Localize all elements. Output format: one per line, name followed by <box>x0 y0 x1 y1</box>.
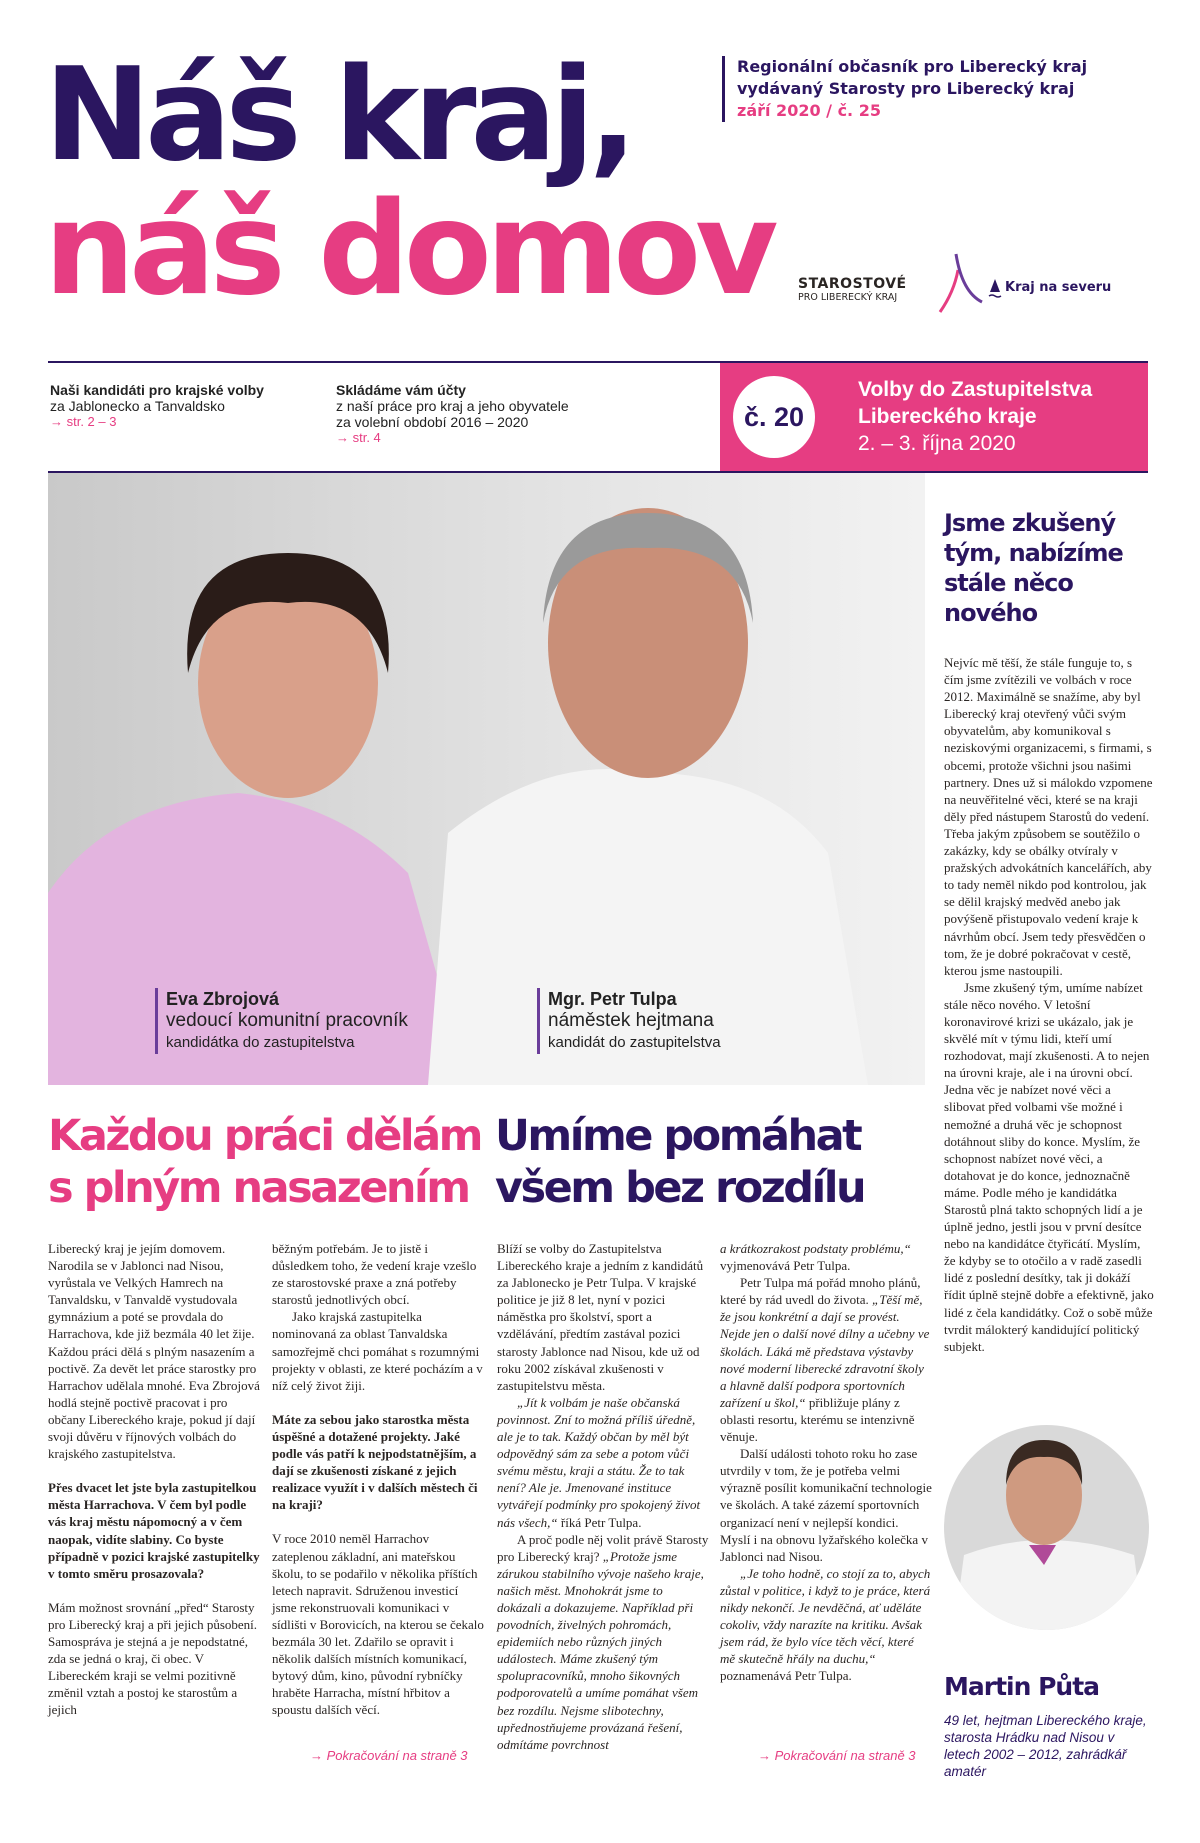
paragraph <box>720 1240 932 1274</box>
interview-question <box>48 1479 260 1582</box>
masthead-line1: Náš kraj, <box>44 41 632 190</box>
body-text: Blíží se volby do Zastupitelstva Libereckého kraje a jedním z kandidátů za Jablonecko je Petr Tulpa. V krajské politice je již 8 let, nyní v pozici náměstka pro školství, sport a vzdělávání, předtím zastával pozici starosty Jablonce nad Nisou, kde už od roku 2002 získával zkušenosti v zastupitelstvu města. <box>497 1241 704 1393</box>
headline-line: Každou práci dělám <box>48 1111 481 1161</box>
quote-text: „Jít k volbám je naše občanská povinnost. Zní to možná příliš úředně, ale je to tak. Každý občan by měl být odpovědný sám za sebe a potom vůči svému městu, kraji a státu. Že to tak není? Ale je. Jmenované instituce vytvářejí podmínky pro spokojený život nás všech,“ <box>497 1394 701 1530</box>
teaser-text: z naší práce pro kraj a jeho obyvatele <box>336 398 569 414</box>
election-date: 2. – 3. října 2020 <box>858 432 1016 455</box>
person-name: Martin Půta <box>944 1672 1100 1701</box>
paragraph <box>720 1445 932 1565</box>
teaser-accounts[interactable] <box>336 382 569 446</box>
masthead-line2: náš domov <box>44 175 773 324</box>
body-text: přibližuje plány z oblasti resortu, kterému se intenzivně věnuje. <box>720 1394 915 1445</box>
person-role: vedoucí komunitní pracovník <box>166 1010 408 1031</box>
sidebar-text <box>944 654 1154 1355</box>
quote-text: „Těší mě, že jsou konkrétní a dají se provést. Nejde jen o další nové dílny a učebny ve školách. Láká mě představa výstavby nové moderní liberecké zdravotní školy a hlavně další podpora sportovních zařízení u škol,“ <box>720 1292 930 1410</box>
caption-left <box>155 988 408 1054</box>
issue-date: září 2020 / č. 25 <box>737 101 881 120</box>
teaser-text-2: za volební období 2016 – 2020 <box>336 414 529 430</box>
teaser-candidates[interactable] <box>50 382 264 430</box>
left-article-col2 <box>272 1240 484 1718</box>
paragraph <box>944 979 1154 1355</box>
paragraph <box>497 1394 709 1531</box>
teaser-link[interactable]: → str. 4 <box>336 430 381 445</box>
teaser-title: Naši kandidáti pro krajské volby <box>50 382 264 398</box>
starostove-logo <box>798 276 907 303</box>
paragraph <box>944 654 1154 979</box>
paragraph <box>497 1531 709 1753</box>
body-text: Máte za sebou jako starostka města úspěšné a dotažené projekty. Jaké podle vás patří k nejpodstatnějším, a dají se zkušenosti získané z jejich realizace využít i v dalších městech či na kraji? <box>272 1411 478 1513</box>
election-number-badge: č. 20 <box>733 376 815 458</box>
left-continued-link[interactable]: → Pokračování na straně 3 <box>310 1748 468 1763</box>
body-text: Nejvíc mě těší, že stále funguje to, s čím jsme zvítězili ve volbách v roce 2012. Maximálně se snažíme, aby byl Liberecký kraj otevřený vůči svým obyvatelům, aby komunikoval s neziskovými organizacemi, s firmami, s obcemi, protože všichni jsou našimi partnery. Dnes už si málokdo vzpomene na neuvěřitelné věci, které se na kraji děly před nástupem Starostů do vedení. Třeba jakým způsobem se soutěžilo o zakázky, kdy se obálky otvíraly v pražských advokátních kancelářích, aby to tady neměl nikdo pod kontrolou, jak se dělil krajský medvěd anebo jak povýšeně přistupovalo vedení kraje k návrhům obcí. Jsem tedy přesvědčen o tom, že je dobré pokračovat v cestě, kterou jsme nastoupili. <box>944 655 1153 978</box>
person-candidacy: kandidát do zastupitelstva <box>548 1034 721 1051</box>
paragraph <box>720 1274 932 1445</box>
body-text: Jsme zkušený tým, umíme nabízet stále něco nového. V letošní koronavirové krizi se ukázalo, jak je skvělé mít v týmu lidi, kteří umí rozhodovat, mají zkušenosti. A to nejen na úrovni kraje, ale i na úrovni obcí. Jedna věc je nabízet nové věci a slibovat před volbami vše možné i nemožné a druhá věc je schopnost dotáhnout sliby do konce. Myslím, že schopnost nabízet nové věci, a dotahovat je do konce, jednoznačně máme. Podle mého je kandidátka Starostů plná takto schopných lidí a je úplně jedno, jestli jsou v první desítce nebo na kandidátce čtyřicátí. Myslím, že kdyby se to otočilo a v radě zasedli lidé z poslední desítky, tak ji dokáží řídit úplně stejně dobře a efektivně, jako lidé z čela kandidátky. Což o sobě může tvrdit málokterý kandidující politický subjekt. <box>944 979 1154 1354</box>
left-headline <box>48 1110 481 1214</box>
right-continued-link[interactable]: → Pokračování na straně 3 <box>758 1748 916 1763</box>
paragraph <box>272 1530 484 1718</box>
body-text: Mám možnost srovnání „před“ Starosty pro Liberecký kraj a při jejich působení. Samospráva je stejná a je nepodstatné, zda se jedná o kraj, či obec. V Libereckém kraji se velmi pozitivně změnil vztah a postoj ke starostům a jejich <box>48 1599 258 1718</box>
logo-text: STAROSTOVÉ <box>798 276 907 292</box>
body-text: Přes dvacet let jste byla zastupitelkou města Harrachova. V čem byl podle vás kraj městu nápomocný a v čem naopak, vidíte slabiny. Co byste případně v pozici krajské zastupitelky v tomto směru prosazovala? <box>48 1480 260 1581</box>
person-name: Mgr. Petr Tulpa <box>548 989 677 1009</box>
teaser-text: za Jablonecko a Tanvaldsko <box>50 398 225 414</box>
logo-subtext: PRO LIBERECKÝ KRAJ <box>798 292 898 303</box>
martin-puta-photo <box>944 1425 1149 1630</box>
paragraph <box>720 1565 932 1685</box>
person-role: náměstek hejtmana <box>548 1010 714 1031</box>
kraj-na-severu-logo: Kraj na severu <box>1005 280 1112 295</box>
tree-icon <box>988 278 1002 298</box>
body-text: Jako krajská zastupitelka nominovaná za oblast Tanvaldska samozřejmě chci pomáhat s rozumnými projekty v oblasti, ze které pocházím a v níž celý život žiji. <box>272 1309 483 1393</box>
teaser-title: Skládáme vám účty <box>336 382 466 398</box>
quote-text: a krátkozrakost podstaty problému,“ <box>720 1241 911 1256</box>
election-line2: Libereckého kraje <box>858 405 1037 428</box>
right-article-col2 <box>720 1240 932 1684</box>
body-text: běžným potřebám. Je to jistě i důsledkem toho, že vedení kraje vzešlo ze starostovské praxe a zná potřeby starostů jednotlivých obcí. <box>272 1241 477 1308</box>
paragraph <box>48 1599 260 1719</box>
paragraph <box>48 1240 260 1462</box>
body-text: V roce 2010 neměl Harrachov zateplenou základní, ani mateřskou školu, to se podařilo v několika příštích letech napravit. Sdruženou investicí jsme rekonstruovali komunikaci v sídlišti v Borovicích, na kterou se čekalo bezmála 30 let. Zdařilo se opravit i několik dalších místních komunikací, bytový dům, kino, původní rybníčky hraběte Harracha, místní hřbitov a spoustu dalších věcí. <box>272 1531 484 1718</box>
teaser-link[interactable]: → str. 2 – 3 <box>50 414 117 429</box>
portrait-illustration <box>944 1425 1149 1630</box>
subtitle-line2: vydávaný Starosty pro Liberecký kraj <box>737 79 1075 98</box>
right-headline <box>495 1110 864 1214</box>
headline-line: Umíme pomáhat <box>495 1111 861 1161</box>
headline-line: všem bez rozdílu <box>495 1163 865 1213</box>
interview-question <box>272 1411 484 1514</box>
paragraph <box>272 1240 484 1308</box>
body-text: Petr Tulpa má pořád mnoho plánů, které by rád uvedl do života. <box>720 1275 921 1308</box>
body-text: říká Petr Tulpa. <box>557 1514 642 1530</box>
person-caption: 49 let, hejtman Libereckého kraje, starosta Hrádku nad Nisou v letech 2002 – 2012, zahrádkář amatér <box>944 1713 1147 1779</box>
body-text: Další události tohoto roku ho zase utvrdily v tom, že je potřeba velmi výrazně posílit komunikační technologie ve školách. A také zázemí sportovních organizací není v nejlepší kondici. Myslí i na obnovu lyžařského kolečka v Jablonci nad Nisou. <box>720 1446 932 1564</box>
starostove-arc-icon <box>918 252 984 314</box>
election-info <box>858 376 1092 457</box>
body-text: vyjmenovává Petr Tulpa. <box>720 1258 851 1274</box>
paragraph <box>272 1308 484 1393</box>
quote-text: „Je toho hodně, co stojí za to, abych zůstal v politice, i když to je práce, která nikdy nekončí. Je nevděčná, ať uděláte cokoliv, vždy narazíte na kritiku. Avšak jsem rád, že bylo více těch věcí, které mě skutečně hřály na duchu,“ <box>720 1565 931 1667</box>
person-candidacy: kandidátka do zastupitelstva <box>166 1034 355 1051</box>
left-article-col1 <box>48 1240 260 1718</box>
quote-text: „Protože jsme zárukou stabilního vývoje našeho kraje, našich měst. Mnohokrát jsme to dokázali a dokazujeme. Například při povodních, živelných pohromách, epidemiích nebo různých jiných událostech. Máme zkušený tým spolupracovníků, mnoho šikovných podporovatelů a umíme pomáhat všem bez rozdílu. Nejsme slibotechny, upřednostňujeme provázaná řešení, odmítáme povrchnost <box>497 1548 704 1752</box>
body-text: Liberecký kraj je jejím domovem. Narodila se v Jablonci nad Nisou, vyrůstala ve Velkých Hamrech na Tanvaldsku, v Tanvaldě vystudovala gymnázium a poté se provdala do Harrachova, kde již bezmála 40 let žije. Každou práci dělá s plným nasazením a poctivě. Za devět let práce starostky pro Harrachov udělala mnohé. Eva Zbrojová hodlá stejně poctivě pracovat i pro občany Libereckého kraje, pokud jí dají svoji důvěru v říjnových volbách do krajského zastupitelstva. <box>48 1241 260 1462</box>
person-name: Eva Zbrojová <box>166 989 280 1009</box>
subtitle-line1: Regionální občasník pro Liberecký kraj <box>737 57 1088 76</box>
headline-line: s plným nasazením <box>48 1163 469 1213</box>
publication-subtitle <box>722 56 1087 122</box>
right-article-col1 <box>497 1240 709 1753</box>
paragraph <box>497 1240 709 1394</box>
body-text: A proč podle něj volit právě Starosty pro Liberecký kraj? <box>497 1531 709 1564</box>
sidebar-headline: Jsme zkušený tým, nabízíme stále něco nového <box>944 509 1123 627</box>
body-text: poznamenává Petr Tulpa. <box>720 1668 852 1684</box>
election-line1: Volby do Zastupitelstva <box>858 378 1093 401</box>
caption-right <box>537 988 721 1054</box>
